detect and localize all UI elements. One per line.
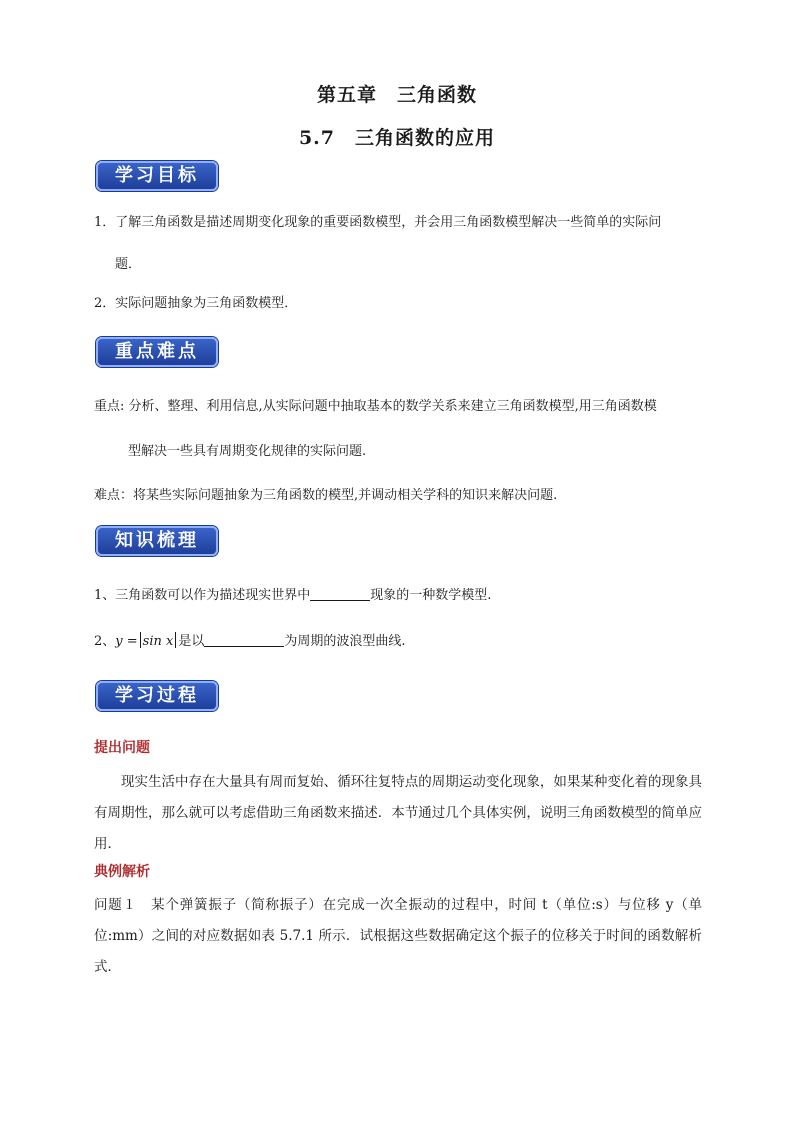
goal-item-1-continued: 题． — [115, 257, 142, 272]
formula — [115, 634, 178, 649]
knowledge-item-1-prefix: 1、三角函数可以作为描述现实世界中 — [94, 588, 311, 603]
key-point-text: 重点: 分析、整理、利用信息,从实际问题中抽取基本的数学关系来建立三角函数模型,用三角函数模 — [94, 399, 657, 414]
abs-bar-right — [175, 632, 176, 648]
key-points-badge: 重点难点 — [96, 337, 218, 367]
knowledge-item-2 — [94, 630, 405, 649]
problem-1-paragraph: 问题１ 某个弹簧振子（简称振子）在完成一次全振动的过程中，时间 t（单位:s）与位移 y（单位:mm）之间的对应数据如表 5.7.1 所示．试根据这些数据确定这个振子的位移关于时间的函数解析式． — [94, 897, 702, 975]
fill-blank-2[interactable] — [204, 632, 284, 647]
raise-question-heading: 提出问题 — [94, 740, 150, 756]
difficulty-text: 难点：将某些实际问题抽象为三角函数的模型,并调动相关学科的知识来解决问题. — [94, 488, 558, 503]
knowledge-item-1-suffix: 现象的一种数学模型. — [370, 588, 492, 603]
section-name: 三角函数的应用 — [355, 127, 496, 149]
goal-item-2: 2．实际问题抽象为三角函数模型． — [94, 296, 298, 311]
section-number: 5.7 — [298, 127, 336, 149]
knowledge-item-2-suffix: 为周期的波浪型曲线. — [284, 634, 406, 649]
section-title — [0, 123, 794, 150]
goal-item-1: 1．了解三角函数是描述周期变化现象的重要函数模型，并会用三角函数模型解决一些简单的实际问 — [94, 215, 662, 230]
key-point-text-continued: 型解决一些具有周期变化规律的实际问题. — [128, 444, 367, 459]
abs-bar-left — [140, 632, 141, 648]
example-heading: 典例解析 — [94, 864, 150, 880]
knowledge-item-2-prefix: 2、 — [94, 634, 116, 649]
knowledge-item-1 — [94, 584, 491, 603]
formula-left: y = — [115, 634, 138, 649]
chapter-title — [0, 80, 794, 107]
process-badge: 学习过程 — [96, 681, 218, 711]
formula-inner: sin x — [142, 634, 174, 649]
chapter-name: 三角函数 — [397, 84, 478, 106]
knowledge-item-2-mid: 是以 — [178, 634, 205, 649]
intro-paragraph: 现实生活中存在大量具有周而复始、循环往复特点的周期运动变化现象，如果某种变化着的现象具有周期性，那么就可以考虑借助三角函数来描述．本节通过几个具体实例，说明三角函数模型的简单应用． — [94, 774, 702, 852]
chapter-label: 第五章 — [316, 84, 377, 106]
knowledge-badge: 知识梳理 — [96, 526, 218, 556]
goals-badge: 学习目标 — [96, 161, 218, 191]
fill-blank-1[interactable] — [310, 586, 370, 601]
